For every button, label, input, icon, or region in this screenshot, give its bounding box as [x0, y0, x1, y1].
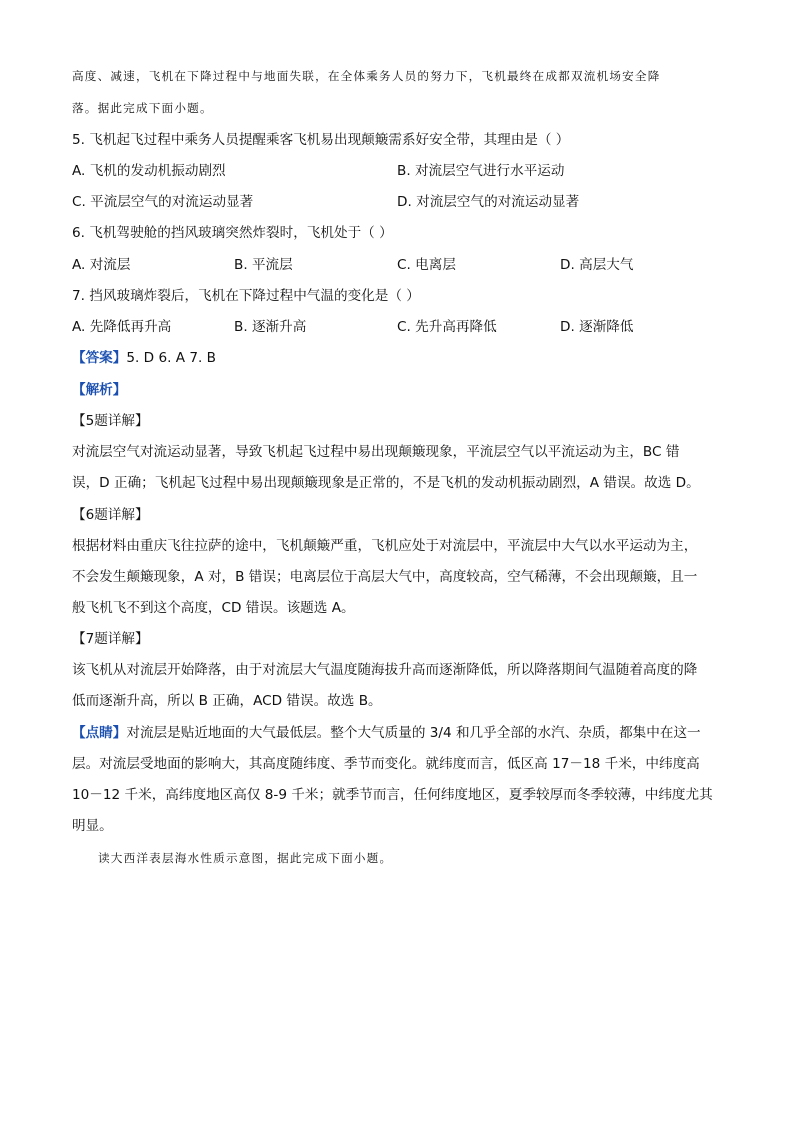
tip-line-2: 层。对流层受地面的影响大，其高度随纬度、季节而变化。就纬度而言，低区高 17－18 千米，中纬度高	[72, 756, 700, 772]
q7-option-c: C. 先升高再降低	[397, 319, 497, 335]
q7-option-a: A. 先降低再升高	[72, 319, 172, 335]
q6-option-c: C. 电离层	[397, 257, 456, 273]
detail-6-heading: 【6题详解】	[72, 507, 149, 523]
q7-option-b: B. 逐渐升高	[234, 319, 307, 335]
detail-6-line-1: 根据材料由重庆飞往拉萨的途中，飞机颠簸严重，飞机应处于对流层中，平流层中大气以水平运动为主，	[72, 538, 698, 554]
tip-line-3: 10－12 千米，高纬度地区高仅 8-9 千米；就季节而言，任何纬度地区，夏季较厚而冬季较薄，中纬度尤其	[72, 787, 713, 803]
detail-7-line-1: 该飞机从对流层开始降落，由于对流层大气温度随海拔升高而逐渐降低，所以降落期间气温随着高度的降	[72, 662, 698, 678]
question-7-stem: 7. 挡风玻璃炸裂后，飞机在下降过程中气温的变化是（ ）	[72, 288, 420, 304]
q5-option-c: C. 平流层空气的对流运动显著	[72, 194, 254, 210]
detail-5-line-1: 对流层空气对流运动显著，导致飞机起飞过程中易出现颠簸现象，平流层空气以平流运动为主，BC 错	[72, 444, 680, 460]
detail-6-line-3: 般飞机飞不到这个高度，CD 错误。该题选 A。	[72, 600, 355, 616]
next-material-intro: 读大西洋表层海水性质示意图，据此完成下面小题。	[98, 851, 393, 865]
detail-6-line-2: 不会发生颠簸现象，A 对，B 错误；电离层位于高层大气中，高度较高，空气稀薄，不会出现颠簸，且一	[72, 569, 698, 585]
detail-5-line-2: 误，D 正确；飞机起飞过程中易出现颠簸现象是正常的，不是飞机的发动机振动剧烈，A 错误。故选 D。	[72, 475, 700, 491]
answer-label: 【答案】	[72, 350, 127, 366]
material-line-2: 落。据此完成下面小题。	[72, 101, 213, 115]
q5-option-a: A. 飞机的发动机振动剧烈	[72, 163, 226, 179]
q5-option-d: D. 对流层空气的对流运动显著	[397, 194, 580, 210]
detail-7-line-2: 低而逐渐升高，所以 B 正确，ACD 错误。故选 B。	[72, 693, 382, 709]
tip-line-1	[72, 723, 701, 743]
material-line-1: 高度、减速，飞机在下降过程中与地面失联，在全体乘务人员的努力下，飞机最终在成都双流机场安全降	[72, 69, 661, 83]
answer-text: 5. D 6. A 7. B	[126, 350, 216, 366]
analysis-label: 【解析】	[72, 382, 127, 398]
q6-option-d: D. 高层大气	[560, 257, 634, 273]
answer-line	[72, 348, 216, 368]
q6-option-b: B. 平流层	[234, 257, 293, 273]
analysis-heading	[72, 380, 126, 400]
tip-first-text: 对流层是贴近地面的大气最低层。整个大气质量的 3/4 和几乎全部的水汽、杂质，都集中在这一	[126, 725, 701, 741]
question-6-stem: 6. 飞机驾驶舱的挡风玻璃突然炸裂时，飞机处于（ ）	[72, 225, 393, 241]
tip-line-4: 明显。	[72, 818, 113, 834]
q7-option-d: D. 逐渐降低	[560, 319, 634, 335]
question-5-stem: 5. 飞机起飞过程中乘务人员提醒乘客飞机易出现颠簸需系好安全带，其理由是（ ）	[72, 132, 570, 148]
detail-7-heading: 【7题详解】	[72, 631, 149, 647]
tip-label: 【点睛】	[72, 725, 127, 741]
q5-option-b: B. 对流层空气进行水平运动	[397, 163, 565, 179]
detail-5-heading: 【5题详解】	[72, 413, 149, 429]
q6-option-a: A. 对流层	[72, 257, 131, 273]
